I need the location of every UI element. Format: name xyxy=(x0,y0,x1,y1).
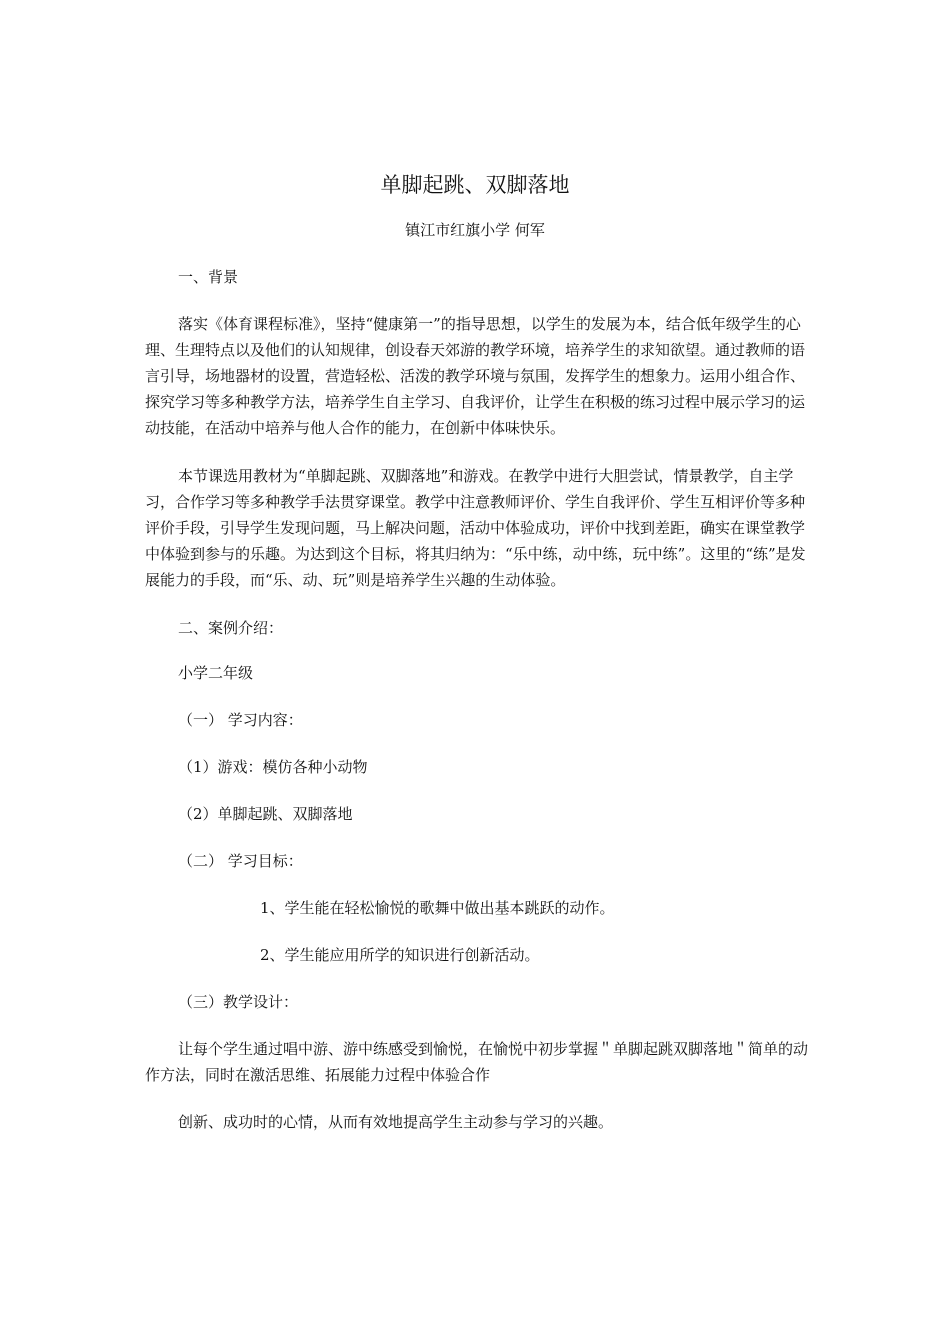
goal-item-2: 2、学生能应用所学的知识进行创新活动。 xyxy=(260,946,540,964)
document-title: 单脚起跳、双脚落地 xyxy=(380,173,570,197)
section-heading-background: 一、背景 xyxy=(178,268,239,286)
background-paragraph-2: 本节课选用教材为“单脚起跳、双脚落地”和游戏。在教学中进行大胆尝试，情景教学，自主学习，合作学习等多种教学手法贯穿课堂。教学中注意教师评价、学生自我评价、学生互相评价等多种评价手段，引导学生发现问题，马上解决问题，活动中体验成功，评价中找到差距，确实在课堂教学中体验到参与的乐趣。为达到这个目标，将其归纳为：“乐中练，动中练，玩中练”。这里的“练”是发展能力的手段，而“乐、动、玩”则是培养学生兴趣的生动体验。 xyxy=(145,467,806,589)
goal-item-1: 1、学生能在轻松愉悦的歌舞中做出基本跳跃的动作。 xyxy=(260,899,615,917)
design-paragraph-1: 让每个学生通过唱中游、游中练感受到愉悦，在愉悦中初步掌握＂单脚起跳双脚落地＂简单的动作方法，同时在激活思维、拓展能力过程中体验合作 xyxy=(145,1040,809,1084)
subheading-design: （三）教学设计： xyxy=(178,993,299,1011)
content-item-1: （1）游戏：模仿各种小动物 xyxy=(178,758,368,776)
document-author: 镇江市红旗小学 何军 xyxy=(405,221,545,239)
subheading-content: （一） 学习内容： xyxy=(178,711,303,729)
subheading-goals: （二） 学习目标： xyxy=(178,852,303,870)
section-heading-case: 二、案例介绍： xyxy=(178,619,284,637)
background-paragraph-1: 落实《体育课程标准》，坚持“健康第一”的指导思想，以学生的发展为本，结合低年级学生的心理、生理特点以及他们的认知规律，创设春天郊游的教学环境，培养学生的求知欲望。通过教师的语言引导，场地器材的设置，营造轻松、活泼的教学环境与氛围，发挥学生的想象力。运用小组合作、探究学习等多种教学方法，培养学生自主学习、自我评价，让学生在积极的练习过程中展示学习的运动技能，在活动中培养与他人合作的能力，在创新中体味快乐。 xyxy=(145,315,806,437)
design-paragraph-2: 创新、成功时的心情，从而有效地提高学生主动参与学习的兴趣。 xyxy=(178,1113,614,1131)
grade-label: 小学二年级 xyxy=(178,664,254,682)
document-body xyxy=(145,264,810,1135)
content-item-2: （2）单脚起跳、双脚落地 xyxy=(178,805,353,823)
